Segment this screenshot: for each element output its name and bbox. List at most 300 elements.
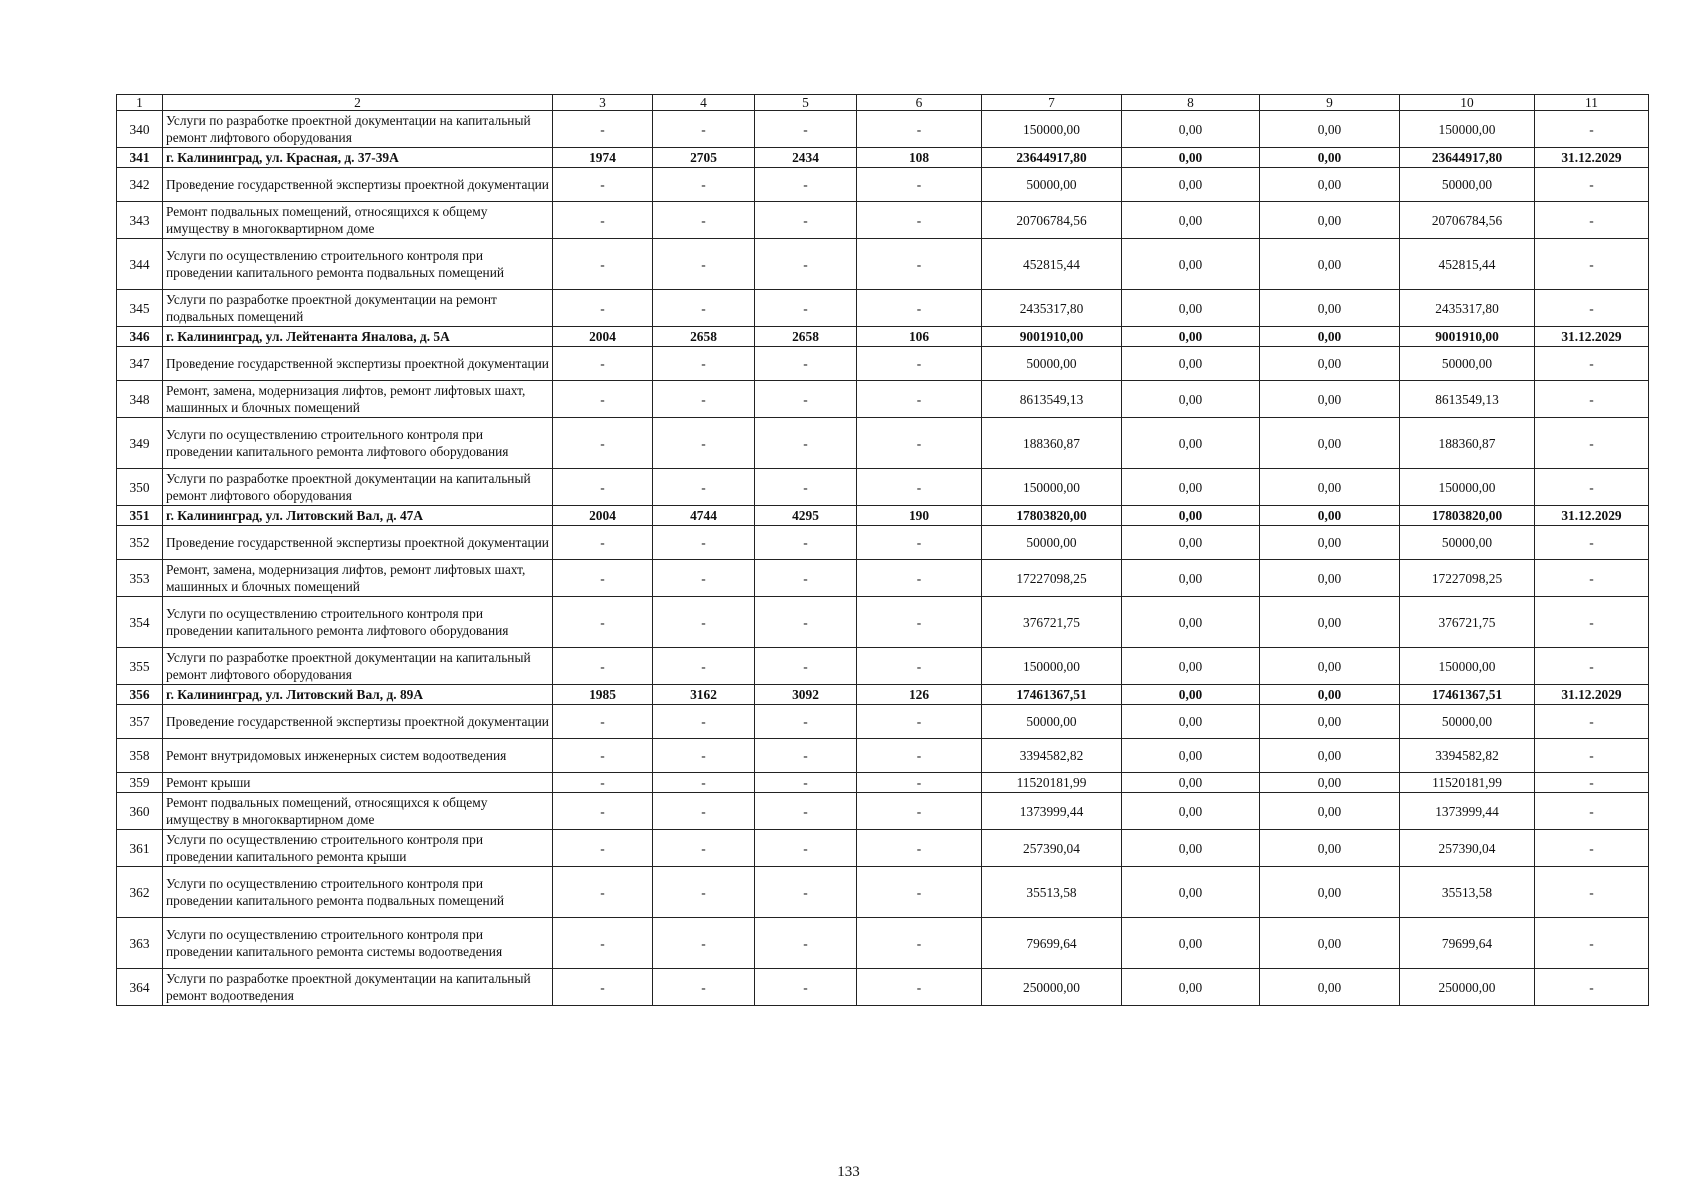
owner-funds-cell: 188360,87 [1400,418,1535,469]
total-cost-cell: 17461367,51 [982,685,1122,705]
row-number-cell: 364 [117,969,163,1006]
area-living-cell: 3092 [755,685,857,705]
work-description-cell: Проведение государственной экспертизы проектной документации [163,705,553,739]
work-description-cell: Проведение государственной экспертизы проектной документации [163,168,553,202]
year-cell: - [553,111,653,148]
area-total-cell: - [653,202,755,239]
budget-cost-cell: 0,00 [1260,739,1400,773]
owner-funds-cell: 20706784,56 [1400,202,1535,239]
residents-cell: - [857,418,982,469]
owner-funds-cell: 17803820,00 [1400,506,1535,526]
work-description-cell: Услуги по разработке проектной документации на капитальный ремонт водоотведения [163,969,553,1006]
residents-cell: - [857,648,982,685]
work-description-cell: Ремонт внутридомовых инженерных систем водоотведения [163,739,553,773]
header-cell: 2 [163,95,553,111]
fund-cost-cell: 0,00 [1122,290,1260,327]
work-item-row [117,526,1649,560]
header-cell: 5 [755,95,857,111]
address-row [117,506,1649,526]
work-item-row [117,239,1649,290]
residents-cell: - [857,773,982,793]
area-living-cell: - [755,239,857,290]
total-cost-cell: 11520181,99 [982,773,1122,793]
residents-cell: - [857,597,982,648]
work-description-cell: Ремонт подвальных помещений, относящихся к общему имуществу в многоквартирном доме [163,202,553,239]
total-cost-cell: 452815,44 [982,239,1122,290]
work-item-row [117,168,1649,202]
area-total-cell: - [653,597,755,648]
area-total-cell: - [653,793,755,830]
work-description-cell: Услуги по осуществлению строительного контроля при проведении капитального ремонта лифтового оборудования [163,597,553,648]
total-cost-cell: 150000,00 [982,648,1122,685]
budget-cost-cell: 0,00 [1260,648,1400,685]
residents-cell: - [857,830,982,867]
total-cost-cell: 23644917,80 [982,148,1122,168]
deadline-cell: - [1535,597,1649,648]
work-item-row [117,560,1649,597]
area-total-cell: 2705 [653,148,755,168]
residents-cell: 108 [857,148,982,168]
work-item-row [117,597,1649,648]
area-total-cell: - [653,830,755,867]
area-living-cell: - [755,969,857,1006]
year-cell: - [553,969,653,1006]
year-cell: - [553,347,653,381]
year-cell: - [553,290,653,327]
year-cell: - [553,239,653,290]
fund-cost-cell: 0,00 [1122,381,1260,418]
fund-cost-cell: 0,00 [1122,526,1260,560]
area-living-cell: - [755,418,857,469]
row-number-cell: 357 [117,705,163,739]
fund-cost-cell: 0,00 [1122,418,1260,469]
budget-cost-cell: 0,00 [1260,773,1400,793]
table-body [117,95,1649,1006]
header-cell: 10 [1400,95,1535,111]
row-number-cell: 361 [117,830,163,867]
work-description-cell: Проведение государственной экспертизы проектной документации [163,526,553,560]
fund-cost-cell: 0,00 [1122,773,1260,793]
year-cell: - [553,918,653,969]
header-cell: 6 [857,95,982,111]
fund-cost-cell: 0,00 [1122,560,1260,597]
area-total-cell: 2658 [653,327,755,347]
budget-cost-cell: 0,00 [1260,202,1400,239]
budget-cost-cell: 0,00 [1260,705,1400,739]
area-total-cell: - [653,111,755,148]
row-number-cell: 363 [117,918,163,969]
fund-cost-cell: 0,00 [1122,168,1260,202]
area-living-cell: - [755,918,857,969]
residents-cell: 126 [857,685,982,705]
year-cell: - [553,526,653,560]
total-cost-cell: 9001910,00 [982,327,1122,347]
budget-cost-cell: 0,00 [1260,381,1400,418]
residents-cell: - [857,526,982,560]
area-total-cell: - [653,773,755,793]
fund-cost-cell: 0,00 [1122,239,1260,290]
budget-cost-cell: 0,00 [1260,685,1400,705]
header-cell: 11 [1535,95,1649,111]
owner-funds-cell: 257390,04 [1400,830,1535,867]
owner-funds-cell: 11520181,99 [1400,773,1535,793]
deadline-cell: - [1535,381,1649,418]
area-living-cell: - [755,168,857,202]
header-cell: 4 [653,95,755,111]
row-number-cell: 348 [117,381,163,418]
area-total-cell: - [653,526,755,560]
area-total-cell: - [653,418,755,469]
work-description-cell: г. Калининград, ул. Литовский Вал, д. 89А [163,685,553,705]
deadline-cell: - [1535,239,1649,290]
fund-cost-cell: 0,00 [1122,793,1260,830]
row-number-cell: 341 [117,148,163,168]
total-cost-cell: 1373999,44 [982,793,1122,830]
row-number-cell: 352 [117,526,163,560]
deadline-cell: - [1535,168,1649,202]
work-description-cell: Услуги по осуществлению строительного контроля при проведении капитального ремонта лифтового оборудования [163,418,553,469]
work-item-row [117,111,1649,148]
area-living-cell: - [755,830,857,867]
area-total-cell: 4744 [653,506,755,526]
total-cost-cell: 150000,00 [982,111,1122,148]
budget-cost-cell: 0,00 [1260,918,1400,969]
residents-cell: - [857,793,982,830]
budget-cost-cell: 0,00 [1260,560,1400,597]
work-description-cell: Услуги по разработке проектной документации на ремонт подвальных помещений [163,290,553,327]
owner-funds-cell: 150000,00 [1400,648,1535,685]
budget-cost-cell: 0,00 [1260,597,1400,648]
fund-cost-cell: 0,00 [1122,705,1260,739]
fund-cost-cell: 0,00 [1122,918,1260,969]
residents-cell: - [857,867,982,918]
row-number-cell: 345 [117,290,163,327]
area-living-cell: 2658 [755,327,857,347]
row-number-cell: 346 [117,327,163,347]
area-total-cell: - [653,705,755,739]
area-living-cell: - [755,739,857,773]
residents-cell: - [857,202,982,239]
address-row [117,148,1649,168]
total-cost-cell: 250000,00 [982,969,1122,1006]
owner-funds-cell: 35513,58 [1400,867,1535,918]
column-number-header-row [117,95,1649,111]
work-item-row [117,705,1649,739]
address-row [117,685,1649,705]
owner-funds-cell: 50000,00 [1400,347,1535,381]
deadline-cell: - [1535,830,1649,867]
year-cell: - [553,469,653,506]
owner-funds-cell: 9001910,00 [1400,327,1535,347]
area-living-cell: - [755,111,857,148]
row-number-cell: 359 [117,773,163,793]
owner-funds-cell: 150000,00 [1400,469,1535,506]
work-item-row [117,830,1649,867]
total-cost-cell: 3394582,82 [982,739,1122,773]
budget-cost-cell: 0,00 [1260,111,1400,148]
work-item-row [117,867,1649,918]
budget-cost-cell: 0,00 [1260,469,1400,506]
budget-cost-cell: 0,00 [1260,239,1400,290]
residents-cell: - [857,168,982,202]
area-total-cell: - [653,290,755,327]
work-item-row [117,347,1649,381]
deadline-cell: - [1535,969,1649,1006]
year-cell: - [553,168,653,202]
owner-funds-cell: 17227098,25 [1400,560,1535,597]
fund-cost-cell: 0,00 [1122,867,1260,918]
area-living-cell: - [755,793,857,830]
area-total-cell: - [653,347,755,381]
area-living-cell: - [755,705,857,739]
work-description-cell: Услуги по разработке проектной документации на капитальный ремонт лифтового оборудования [163,648,553,685]
deadline-cell: - [1535,867,1649,918]
fund-cost-cell: 0,00 [1122,506,1260,526]
header-cell: 7 [982,95,1122,111]
deadline-cell: - [1535,111,1649,148]
work-description-cell: г. Калининград, ул. Лейтенанта Яналова, д. 5А [163,327,553,347]
owner-funds-cell: 23644917,80 [1400,148,1535,168]
row-number-cell: 353 [117,560,163,597]
owner-funds-cell: 2435317,80 [1400,290,1535,327]
owner-funds-cell: 17461367,51 [1400,685,1535,705]
work-description-cell: Ремонт, замена, модернизация лифтов, ремонт лифтовых шахт, машинных и блочных помещений [163,381,553,418]
deadline-cell: - [1535,560,1649,597]
budget-cost-cell: 0,00 [1260,830,1400,867]
area-total-cell: - [653,560,755,597]
residents-cell: - [857,560,982,597]
row-number-cell: 351 [117,506,163,526]
area-total-cell: - [653,969,755,1006]
work-item-row [117,290,1649,327]
total-cost-cell: 17803820,00 [982,506,1122,526]
row-number-cell: 356 [117,685,163,705]
owner-funds-cell: 3394582,82 [1400,739,1535,773]
year-cell: 2004 [553,327,653,347]
work-item-row [117,918,1649,969]
deadline-cell: - [1535,290,1649,327]
year-cell: - [553,560,653,597]
deadline-cell: - [1535,793,1649,830]
residents-cell: - [857,739,982,773]
deadline-cell: - [1535,739,1649,773]
total-cost-cell: 50000,00 [982,705,1122,739]
total-cost-cell: 50000,00 [982,168,1122,202]
work-description-cell: Услуги по разработке проектной документации на капитальный ремонт лифтового оборудования [163,469,553,506]
total-cost-cell: 50000,00 [982,526,1122,560]
owner-funds-cell: 50000,00 [1400,526,1535,560]
repair-schedule-table [116,94,1649,1006]
total-cost-cell: 257390,04 [982,830,1122,867]
residents-cell: 190 [857,506,982,526]
row-number-cell: 349 [117,418,163,469]
year-cell: - [553,648,653,685]
deadline-cell: - [1535,418,1649,469]
work-description-cell: Услуги по разработке проектной документации на капитальный ремонт лифтового оборудования [163,111,553,148]
year-cell: - [553,597,653,648]
year-cell: - [553,867,653,918]
owner-funds-cell: 50000,00 [1400,168,1535,202]
total-cost-cell: 188360,87 [982,418,1122,469]
residents-cell: - [857,239,982,290]
work-description-cell: г. Калининград, ул. Красная, д. 37-39А [163,148,553,168]
area-living-cell: 2434 [755,148,857,168]
year-cell: 1974 [553,148,653,168]
total-cost-cell: 50000,00 [982,347,1122,381]
fund-cost-cell: 0,00 [1122,469,1260,506]
year-cell: - [553,830,653,867]
year-cell: - [553,202,653,239]
total-cost-cell: 8613549,13 [982,381,1122,418]
area-living-cell: - [755,347,857,381]
area-total-cell: 3162 [653,685,755,705]
year-cell: 2004 [553,506,653,526]
deadline-cell: 31.12.2029 [1535,148,1649,168]
row-number-cell: 340 [117,111,163,148]
fund-cost-cell: 0,00 [1122,830,1260,867]
area-living-cell: - [755,526,857,560]
header-cell: 8 [1122,95,1260,111]
row-number-cell: 360 [117,793,163,830]
fund-cost-cell: 0,00 [1122,327,1260,347]
deadline-cell: 31.12.2029 [1535,506,1649,526]
residents-cell: - [857,705,982,739]
work-description-cell: Проведение государственной экспертизы проектной документации [163,347,553,381]
deadline-cell: - [1535,705,1649,739]
total-cost-cell: 2435317,80 [982,290,1122,327]
year-cell: - [553,381,653,418]
total-cost-cell: 17227098,25 [982,560,1122,597]
area-total-cell: - [653,239,755,290]
budget-cost-cell: 0,00 [1260,526,1400,560]
work-item-row [117,793,1649,830]
area-living-cell: 4295 [755,506,857,526]
deadline-cell: - [1535,469,1649,506]
area-living-cell: - [755,469,857,506]
header-cell: 1 [117,95,163,111]
work-description-cell: Услуги по осуществлению строительного контроля при проведении капитального ремонта подвальных помещений [163,239,553,290]
residents-cell: - [857,290,982,327]
year-cell: 1985 [553,685,653,705]
row-number-cell: 358 [117,739,163,773]
fund-cost-cell: 0,00 [1122,648,1260,685]
row-number-cell: 347 [117,347,163,381]
page-number: 133 [837,1164,860,1180]
area-total-cell: - [653,648,755,685]
area-living-cell: - [755,202,857,239]
residents-cell: - [857,347,982,381]
residents-cell: - [857,381,982,418]
row-number-cell: 355 [117,648,163,685]
owner-funds-cell: 452815,44 [1400,239,1535,290]
owner-funds-cell: 50000,00 [1400,705,1535,739]
total-cost-cell: 79699,64 [982,918,1122,969]
deadline-cell: - [1535,648,1649,685]
deadline-cell: - [1535,526,1649,560]
work-item-row [117,202,1649,239]
row-number-cell: 362 [117,867,163,918]
work-item-row [117,969,1649,1006]
owner-funds-cell: 250000,00 [1400,969,1535,1006]
residents-cell: - [857,918,982,969]
fund-cost-cell: 0,00 [1122,597,1260,648]
budget-cost-cell: 0,00 [1260,168,1400,202]
header-cell: 3 [553,95,653,111]
area-living-cell: - [755,867,857,918]
year-cell: - [553,793,653,830]
work-description-cell: Услуги по осуществлению строительного контроля при проведении капитального ремонта подвальных помещений [163,867,553,918]
budget-cost-cell: 0,00 [1260,969,1400,1006]
area-total-cell: - [653,918,755,969]
year-cell: - [553,739,653,773]
fund-cost-cell: 0,00 [1122,148,1260,168]
area-living-cell: - [755,773,857,793]
fund-cost-cell: 0,00 [1122,347,1260,381]
work-description-cell: Ремонт, замена, модернизация лифтов, ремонт лифтовых шахт, машинных и блочных помещений [163,560,553,597]
work-item-row [117,381,1649,418]
deadline-cell: 31.12.2029 [1535,327,1649,347]
total-cost-cell: 376721,75 [982,597,1122,648]
work-description-cell: Ремонт крыши [163,773,553,793]
budget-cost-cell: 0,00 [1260,793,1400,830]
header-cell: 9 [1260,95,1400,111]
row-number-cell: 343 [117,202,163,239]
budget-cost-cell: 0,00 [1260,327,1400,347]
year-cell: - [553,773,653,793]
residents-cell: - [857,969,982,1006]
work-item-row [117,648,1649,685]
row-number-cell: 354 [117,597,163,648]
owner-funds-cell: 1373999,44 [1400,793,1535,830]
deadline-cell: - [1535,773,1649,793]
fund-cost-cell: 0,00 [1122,969,1260,1006]
row-number-cell: 342 [117,168,163,202]
deadline-cell: - [1535,202,1649,239]
area-total-cell: - [653,469,755,506]
area-living-cell: - [755,648,857,685]
work-description-cell: Ремонт подвальных помещений, относящихся к общему имуществу в многоквартирном доме [163,793,553,830]
budget-cost-cell: 0,00 [1260,867,1400,918]
owner-funds-cell: 79699,64 [1400,918,1535,969]
area-total-cell: - [653,867,755,918]
fund-cost-cell: 0,00 [1122,111,1260,148]
area-living-cell: - [755,381,857,418]
residents-cell: - [857,469,982,506]
budget-cost-cell: 0,00 [1260,290,1400,327]
deadline-cell: - [1535,347,1649,381]
work-item-row [117,773,1649,793]
budget-cost-cell: 0,00 [1260,418,1400,469]
total-cost-cell: 20706784,56 [982,202,1122,239]
owner-funds-cell: 150000,00 [1400,111,1535,148]
work-item-row [117,418,1649,469]
area-total-cell: - [653,381,755,418]
deadline-cell: - [1535,918,1649,969]
address-row [117,327,1649,347]
deadline-cell: 31.12.2029 [1535,685,1649,705]
owner-funds-cell: 8613549,13 [1400,381,1535,418]
row-number-cell: 344 [117,239,163,290]
area-total-cell: - [653,168,755,202]
residents-cell: 106 [857,327,982,347]
fund-cost-cell: 0,00 [1122,202,1260,239]
work-item-row [117,739,1649,773]
residents-cell: - [857,111,982,148]
area-living-cell: - [755,597,857,648]
work-description-cell: г. Калининград, ул. Литовский Вал, д. 47А [163,506,553,526]
total-cost-cell: 35513,58 [982,867,1122,918]
area-living-cell: - [755,560,857,597]
